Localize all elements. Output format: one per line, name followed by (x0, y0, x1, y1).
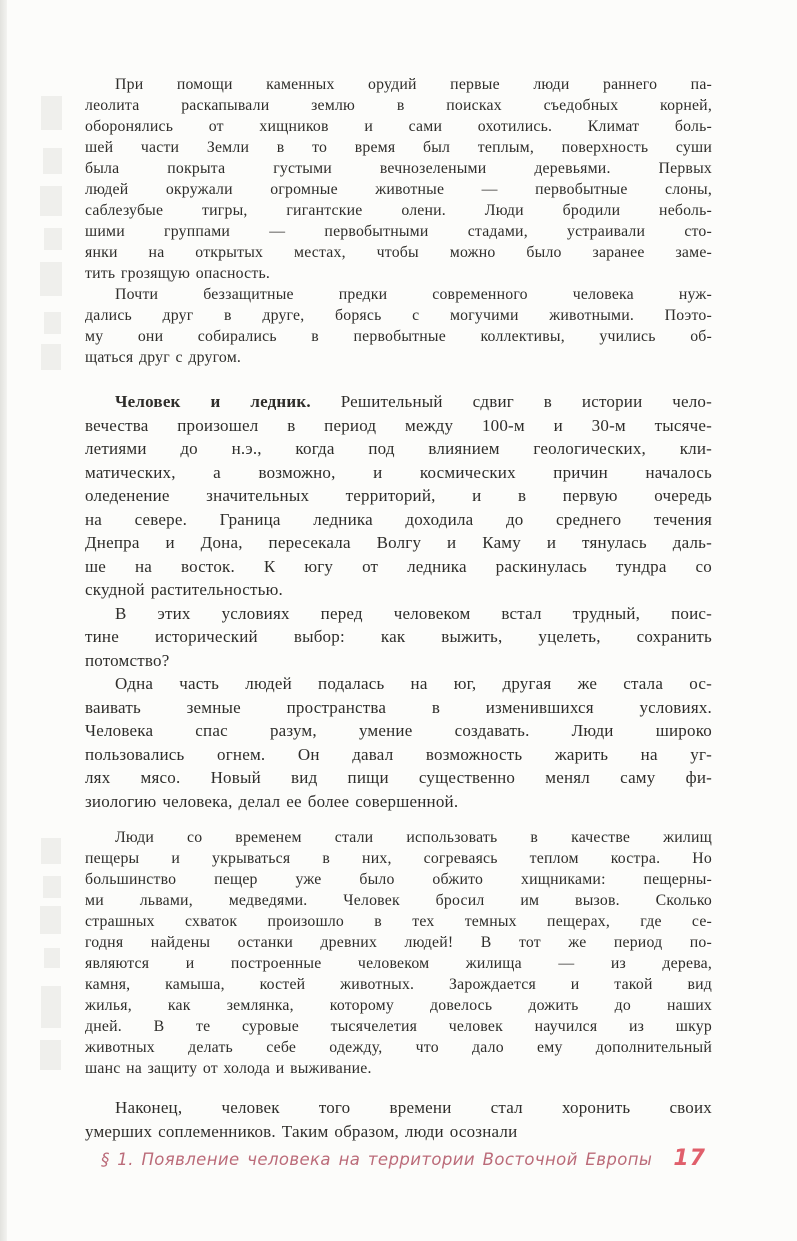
text-line: камня, камыша, костей животных. Зарождается и такой вид (85, 976, 712, 993)
text-line: Человека спас разум, умение создавать. Люди широко (85, 721, 712, 740)
text-line: вечества произошел в период между 100-м и 30-м тысяче- (85, 415, 712, 435)
text-line: ми львами, медведями. Человек бросил им вызов. Сколько (85, 892, 712, 909)
text-line: саблезубые тигры, гигантские олени. Люди бродили неболь- (85, 202, 712, 219)
text-line: скудной растительностью. (85, 580, 283, 599)
margin-bleed-mark (43, 876, 61, 898)
text-line: летиями до н.э., когда под влиянием геологических, кли- (85, 439, 712, 458)
inline-heading: Человек и ледник. (115, 392, 311, 411)
margin-bleed-mark (40, 262, 62, 296)
text-line: была покрыта густыми вечнозелеными деревьями. Первых (85, 160, 712, 177)
text-line: потомство? (85, 650, 170, 670)
margin-bleed-mark (41, 344, 61, 370)
text-line: годня найдены останки древних людей! В тот же период по- (85, 934, 712, 951)
text-line: тить грозящую опасность. (85, 265, 270, 282)
margin-bleed-mark (43, 148, 62, 174)
margin-bleed-mark (40, 906, 61, 934)
margin-bleed-mark (44, 312, 61, 334)
text-line: Днепра и Дона, пересекала Волгу и Каму и тянулась даль- (85, 533, 712, 552)
text-line: пользовались огнем. Он давал возможность жарить на уг- (85, 744, 712, 764)
text-line: зиологию человека, делал ее более совершенной. (85, 791, 459, 811)
margin-bleed-mark (44, 228, 62, 250)
text-line: оборонялись от хищников и сами охотились. Климат боль- (85, 118, 712, 135)
footer-page-number: 17 (673, 1146, 706, 1171)
text-line: людей окружали огромные животные — первобытные слоны, (85, 181, 712, 198)
text-line: матических, а возможно, и космических причин началось (85, 462, 712, 482)
text-line: жилья, как землянка, которому довелось дожить до наших (85, 997, 712, 1014)
text-blocks (85, 74, 712, 1143)
paragraph (85, 672, 712, 813)
text-line: шими группами — первобытными стадами, устраивали сто- (85, 223, 712, 240)
text-line: шанс на защиту от холода и выживание. (85, 1060, 372, 1077)
text-line: леолита раскапывали землю в поисках съедобных корней, (85, 97, 712, 114)
petit-paragraph (85, 74, 712, 284)
text-line: оледенение значительных территорий, и в первую очередь (85, 486, 712, 505)
text-line: пещеры и укрываться в них, согреваясь теплом костра. Но (85, 850, 712, 867)
text-line: тине исторический выбор: как выжить, уцелеть, сохранить (85, 627, 712, 646)
text-line: животных делать себе одежду, что дало ему дополнительный (85, 1039, 712, 1056)
text-line: Почти беззащитные предки современного человека нуж- (115, 286, 712, 303)
margin-bleed-mark (40, 1040, 61, 1070)
text-line: Люди со временем стали использовать в качестве жилищ (115, 829, 712, 846)
paragraph (85, 390, 712, 602)
page-footer (85, 1146, 712, 1171)
paragraph (85, 602, 712, 673)
text-line: ваивать земные пространства в изменившихся условиях. (85, 697, 712, 717)
text-line: В этих условиях перед человеком встал трудный, поис- (115, 603, 712, 623)
margin-bleed-mark (41, 96, 62, 130)
text-line: на севере. Граница ледника доходила до среднего течения (85, 509, 712, 529)
text-line: дались друг в друге, борясь с могучими животными. Поэто- (85, 307, 712, 324)
text-line: При помощи каменных орудий первые люди раннего па- (115, 76, 712, 93)
text-line: му они собирались в первобытные коллективы, учились об- (85, 328, 712, 345)
text-line: страшных схваток произошло в тех темных пещерах, где се- (85, 913, 712, 930)
margin-bleed-mark (41, 838, 61, 864)
paragraph (85, 1096, 712, 1143)
text-line: ше на восток. К югу от ледника раскинулась тундра со (85, 556, 712, 576)
footer-section-title: § 1. Появление человека на территории Восточной Европы (101, 1150, 653, 1169)
petit-paragraph (85, 827, 712, 1079)
text-line: большинство пещер уже было обжито хищниками: пещерны- (85, 871, 712, 888)
margin-bleed-mark (44, 948, 60, 968)
text-line: янки на открытых местах, чтобы можно было заранее заме- (85, 244, 712, 261)
text-line: дней. В те суровые тысячелетия человек научился из шкур (85, 1018, 712, 1035)
text-line: Человек и ледник. Решительный сдвиг в истории чело- (115, 392, 712, 411)
text-line: Одна часть людей подалась на юг, другая же стала ос- (115, 674, 712, 693)
petit-paragraph (85, 284, 712, 368)
margin-bleed-mark (41, 986, 61, 1028)
text-line: умерших соплеменников. Таким образом, люди осознали (85, 1121, 518, 1141)
page-edge-shadow (0, 0, 7, 1241)
text-line: шей части Земли в то время был теплым, поверхность суши (85, 139, 712, 156)
text-line: щаться друг с другом. (85, 349, 242, 366)
text-line: лях мясо. Новый вид пищи существенно менял саму фи- (85, 768, 712, 787)
text-line: Наконец, человек того времени стал хоронить своих (115, 1098, 712, 1117)
text-line: являются и построенные человеком жилища — из дерева, (85, 955, 712, 972)
margin-bleed-mark (40, 186, 62, 216)
